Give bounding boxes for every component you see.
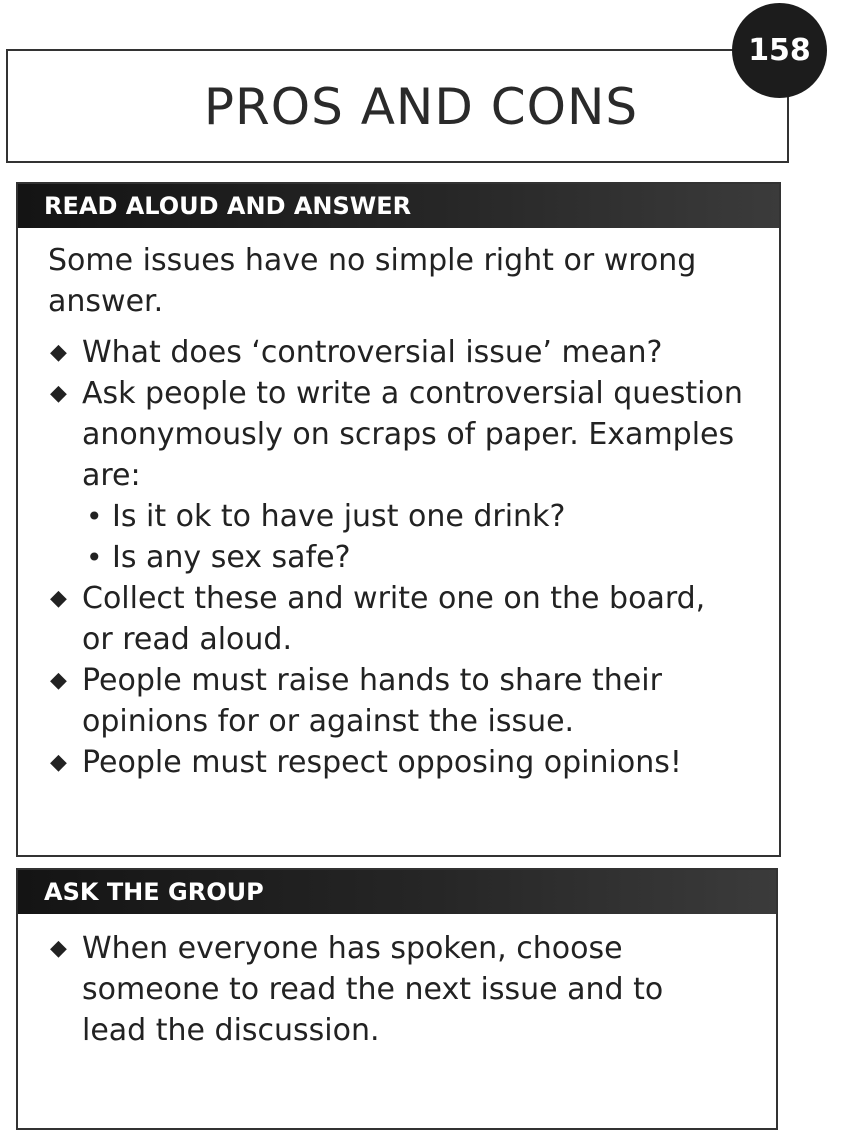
instruction-line: Collect these and write one on the board, bbox=[82, 581, 706, 616]
ask-group-item bbox=[48, 928, 756, 1051]
instruction-line: anonymously on scraps of paper. Examples are: bbox=[82, 417, 735, 493]
ask-group-list bbox=[48, 928, 756, 1051]
read-aloud-header: READ ALOUD AND ANSWER bbox=[18, 184, 779, 228]
ask-group-body bbox=[18, 914, 776, 1051]
intro-text bbox=[48, 240, 759, 322]
instruction-item bbox=[48, 332, 759, 373]
ask-group-line: someone to read the next issue and to bbox=[82, 972, 664, 1007]
dot-bullet-icon: • bbox=[86, 541, 103, 574]
instruction-line: People must respect opposing opinions! bbox=[82, 745, 682, 780]
instruction-item bbox=[48, 373, 759, 578]
instruction-line: What does ‘controversial issue’ mean? bbox=[82, 335, 663, 370]
ask-group-line: lead the discussion. bbox=[82, 1013, 380, 1048]
diamond-bullet-icon: ◆ bbox=[50, 750, 67, 775]
diamond-bullet-icon: ◆ bbox=[50, 340, 67, 365]
read-aloud-body bbox=[18, 228, 779, 783]
instruction-line: People must raise hands to share their bbox=[82, 663, 662, 698]
diamond-bullet-icon: ◆ bbox=[50, 586, 67, 611]
example-item bbox=[82, 496, 759, 537]
examples-list bbox=[82, 496, 759, 578]
instruction-item bbox=[48, 578, 759, 660]
instruction-line: Ask people to write a controversial question bbox=[82, 376, 743, 411]
diamond-bullet-icon: ◆ bbox=[50, 936, 67, 961]
intro-line: Some issues have no simple right or wrong bbox=[48, 243, 697, 278]
example-text: Is any sex safe? bbox=[112, 540, 351, 575]
page-title: PROS AND CONS bbox=[203, 78, 639, 136]
ask-group-line: When everyone has spoken, choose bbox=[82, 931, 623, 966]
dot-bullet-icon: • bbox=[86, 500, 103, 533]
instruction-item bbox=[48, 660, 759, 742]
ask-group-header: ASK THE GROUP bbox=[18, 870, 776, 914]
instruction-list bbox=[48, 332, 759, 783]
instruction-line: opinions for or against the issue. bbox=[82, 704, 575, 739]
diamond-bullet-icon: ◆ bbox=[50, 668, 67, 693]
example-item bbox=[82, 537, 759, 578]
diamond-bullet-icon: ◆ bbox=[50, 381, 67, 406]
example-text: Is it ok to have just one drink? bbox=[112, 499, 566, 534]
instruction-item bbox=[48, 742, 759, 783]
intro-line: answer. bbox=[48, 284, 164, 319]
read-aloud-section bbox=[16, 182, 781, 857]
instruction-line: or read aloud. bbox=[82, 622, 292, 657]
ask-group-section bbox=[16, 868, 778, 1130]
page-number-badge: 158 bbox=[732, 3, 827, 98]
